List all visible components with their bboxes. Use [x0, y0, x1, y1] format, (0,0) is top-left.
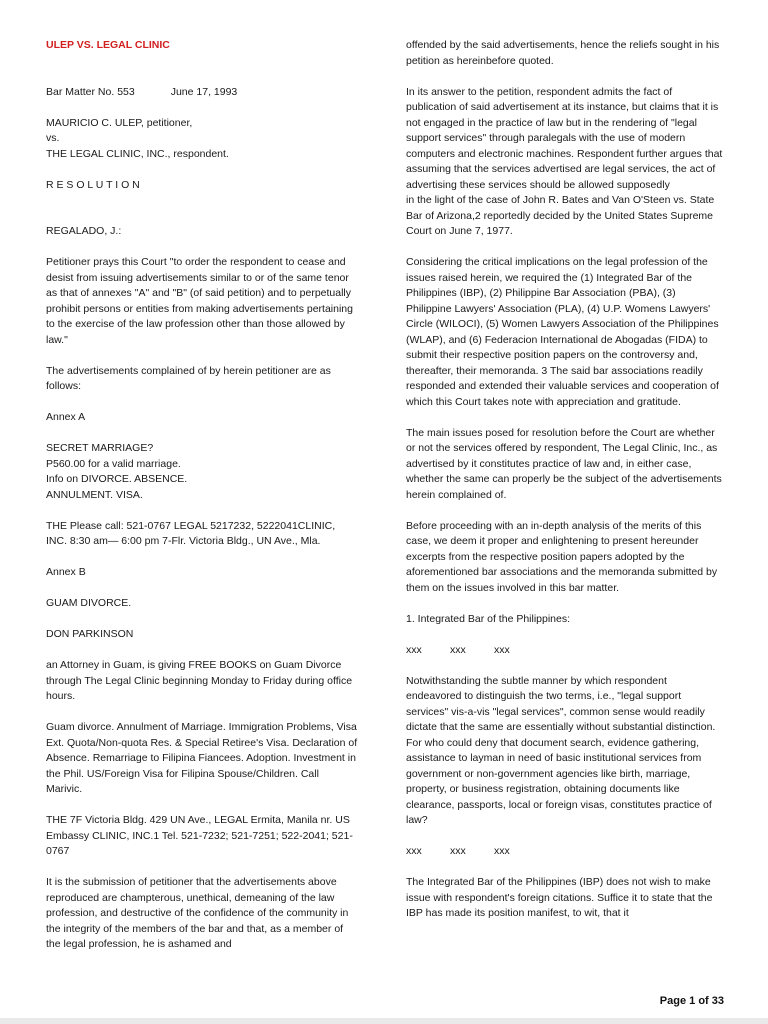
annex-a-contact: THE Please call: 521-0767 LEGAL 5217232, 5222041CLINIC, INC. 8:30 am— 6:00 pm 7-Flr. Victoria Bldg., UN Ave., Mla.: [46, 519, 336, 547]
decision-date: June 17, 1993: [170, 85, 238, 98]
annex-b-contact: THE 7F Victoria Bldg. 429 UN Ave., LEGAL Ermita, Manila nr. US Embassy CLINIC, INC.1 Tel. 521-7232; 521-7251; 522-2041; 521-0767: [46, 814, 353, 857]
annex-a-label: Annex A: [46, 411, 86, 423]
paragraph: It is the submission of petitioner that the advertisements above reproduced are champterous, unethical, demeaning of the law profession, and destructive of the confidence of the community in the integrity of the members of the bar and that, as a member of the legal profession, he is ashamed and: [46, 876, 349, 950]
paragraph: Guam divorce. Annulment of Marriage. Immigration Problems, Visa Ext. Quota/Non-quota Res. & Special Retiree's Visa. Declaration of Absence. Remarriage to Filipina Fiancees. Adoption. Investment in the Phil. US/Foreign Visa for Filipina Spouse/Children. Call Marivic.: [46, 721, 358, 795]
footer-divider: [0, 1018, 768, 1024]
annex-b-name: DON PARKINSON: [46, 628, 134, 640]
ellipsis-mark: xxx: [450, 845, 466, 857]
parties: [46, 116, 358, 163]
petitioner: MAURICIO C. ULEP, petitioner,: [46, 116, 193, 129]
list-item-ibp: 1. Integrated Bar of the Philippines:: [406, 612, 571, 625]
page-number: Page 1 of 33: [659, 995, 724, 1007]
resolution-heading: R E S O L U T I O N: [46, 178, 140, 191]
ellipsis-mark: xxx: [406, 845, 422, 857]
bar-matter-number: Bar Matter No. 553: [46, 85, 135, 98]
paragraph: an Attorney in Guam, is giving FREE BOOKS on Guam Divorce through The Legal Clinic beginning Monday to Friday during office hours.: [46, 659, 353, 702]
ellipsis-mark: xxx: [494, 643, 510, 656]
paragraph: Petitioner prays this Court "to order the respondent to cease and desist from issuing advertisements similar to or of the same tenor as that of annexes "A" and "B" (of said petition) and to perpetually prohibit persons or entities from making advertisements pertaining to the exercise of the law profession other than those allowed by law.": [46, 256, 353, 346]
ellipsis-mark: xxx: [450, 643, 466, 656]
annex-b-heading: GUAM DIVORCE.: [46, 597, 132, 609]
respondent: THE LEGAL CLINIC, INC., respondent.: [46, 147, 229, 160]
versus: vs.: [46, 132, 60, 144]
case-title: ULEP VS. LEGAL CLINIC: [46, 39, 170, 51]
ellipsis-row: [406, 643, 724, 659]
paragraph: offended by the said advertisements, hence the reliefs sought in his petition as hereinbefore quoted.: [406, 39, 720, 67]
ad-line: P560.00 for a valid marriage.: [46, 457, 181, 470]
ad-line: ANNULMENT. VISA.: [46, 488, 143, 501]
paragraph: The main issues posed for resolution before the Court are whether or not the services offered by respondent, The Legal Clinic, Inc., as advertised by it constitutes practice of law and, in either case, whether the same can properly be the subject of the advertisements herein complained of.: [406, 426, 722, 501]
paragraph: Notwithstanding the subtle manner by which respondent endeavored to distinguish the two terms, i.e., "legal support services" vis-a-vis "legal services", common sense would readily dictate that the same are essentially without substantial distinction. For who could deny that document search, evidence gathering, assistance to layman in need of basic institutional services from government or non-government agencies like birth, marriage, property, or business registration, obtaining documents like clearance, passports, local or foreign visas, constitutes practice of law?: [406, 674, 716, 826]
left-column: [46, 38, 358, 953]
paragraph-part: in the light of the case of John R. Bates and Van O'Steen vs. State Bar of Arizona,2 reportedly decided by the United States Supreme Court on June 7, 1977.: [406, 194, 715, 237]
paragraph: Before proceeding with an in-depth analysis of the merits of this case, we deem it proper and enlightening to present hereunder excerpts from the respective position papers adopted by the aforementioned bar associations and the memoranda submitted by them on the issues involved in this bar matter.: [406, 519, 718, 594]
ad-line: Info on DIVORCE. ABSENCE.: [46, 473, 188, 485]
annex-b-label: Annex B: [46, 566, 86, 578]
right-column: [406, 38, 724, 922]
ellipsis-mark: xxx: [406, 643, 422, 656]
paragraph: Considering the critical implications on the legal profession of the issues raised herein, we required the (1) Integrated Bar of the Philippines (IBP), (2) Philippine Bar Association (PBA), (3) Philippine Lawyers' Association (PLA), (4) U.P. Womens Lawyers' Circle (WILOCI), (5) Women Lawyers Association of the Philippines (WLAP), and (6) Federacion International de Abogadas (FIDA) to submit their respective position papers on the controversy and, thereafter, their memoranda. 3 The said bar associations readily responded and extended their valuable services and cooperation of which this Court takes note with appreciation and gratitude.: [406, 256, 719, 408]
ellipsis-mark: xxx: [494, 845, 510, 857]
paragraph: The Integrated Bar of the Philippines (IBP) does not wish to make issue with respondent's foreign citations. Suffice it to state that the IBP has made its position manifest, to wit, that it: [406, 876, 713, 919]
ponente: REGALADO, J.:: [46, 225, 122, 237]
paragraph: [406, 85, 724, 240]
annex-a-ad: [46, 441, 358, 503]
ad-line: SECRET MARRIAGE?: [46, 442, 154, 454]
paragraph: The advertisements complained of by herein petitioner are as follows:: [46, 364, 331, 392]
paragraph-part: In its answer to the petition, respondent admits the fact of publication of said advertisement at its instance, but claims that it is not engaged in the practice of law but in the rendering of "legal support services" through paralegals with the use of modern computers and electronic machines. Respondent further argues that assuming that the services advertised are legal services, the act of advertising these services should be allowed supposedly: [406, 85, 723, 191]
ellipsis-row: [406, 844, 724, 860]
bar-matter-line: [46, 85, 358, 101]
